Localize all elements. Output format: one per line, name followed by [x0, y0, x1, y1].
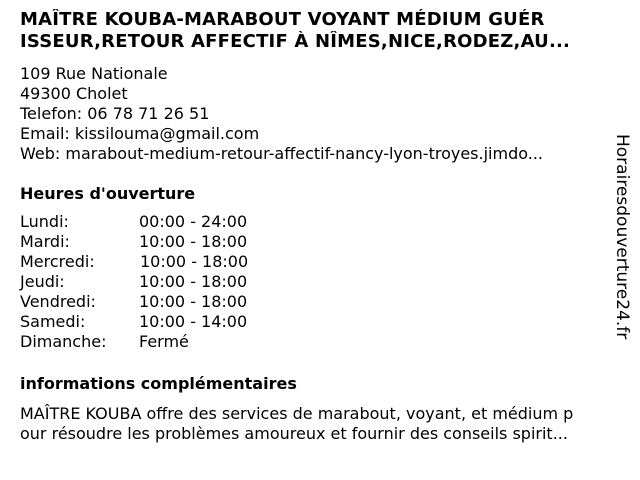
hours-row-tuesday — [20, 232, 248, 252]
hours-row-friday — [20, 292, 248, 312]
hours-row-wednesday — [20, 252, 248, 272]
hours-row-saturday — [20, 312, 248, 332]
address-street: 109 Rue Nationale — [20, 64, 168, 83]
opening-hours-heading: Heures d'ouverture — [20, 184, 196, 203]
address-city: 49300 Cholet — [20, 84, 128, 103]
hours-time: 10:00 - 18:00 — [139, 272, 248, 291]
additional-info-line-2: our résoudre les problèmes amoureux et fournir des conseils spirit... — [20, 424, 568, 443]
hours-day: Mardi: — [20, 232, 70, 251]
hours-row-thursday — [20, 272, 248, 292]
hours-row-sunday — [20, 332, 248, 352]
hours-day: Vendredi: — [20, 292, 96, 311]
email-address: Email: kissilouma@gmail.com — [20, 124, 260, 143]
website-link: Web: marabout-medium-retour-affectif-nancy-lyon-troyes.jimdo... — [20, 144, 543, 163]
hours-day: Jeudi: — [20, 272, 65, 291]
hours-time: 10:00 - 14:00 — [139, 312, 248, 331]
phone-number: Telefon: 06 78 71 26 51 — [20, 104, 210, 123]
opening-hours-table — [20, 212, 248, 352]
hours-time: 10:00 - 18:00 — [139, 292, 248, 311]
watermark-text: Horairesdouverture24.fr — [612, 134, 632, 340]
additional-info-heading: informations complémentaires — [20, 374, 297, 393]
additional-info-line-1: MAÎTRE KOUBA offre des services de marabout, voyant, et médium p — [20, 404, 574, 423]
contact-block — [20, 64, 543, 164]
hours-time: 10:00 - 18:00 — [140, 252, 249, 271]
site-watermark — [612, 134, 632, 344]
hours-day: Lundi: — [20, 212, 69, 231]
hours-time: 10:00 - 18:00 — [139, 232, 248, 251]
hours-row-monday — [20, 212, 248, 232]
business-title-line-2: ISSEUR,RETOUR AFFECTIF À NÎMES,NICE,RODEZ,AU... — [20, 31, 571, 52]
business-title — [20, 9, 620, 53]
hours-day: Dimanche: — [20, 332, 107, 351]
hours-time: Fermé — [139, 332, 189, 351]
business-title-line-1: MAÎTRE KOUBA-MARABOUT VOYANT MÉDIUM GUÉR — [20, 9, 545, 30]
additional-info-text — [20, 404, 625, 444]
hours-time: 00:00 - 24:00 — [139, 212, 248, 231]
hours-day: Samedi: — [20, 312, 86, 331]
hours-day: Mercredi: — [20, 252, 95, 271]
